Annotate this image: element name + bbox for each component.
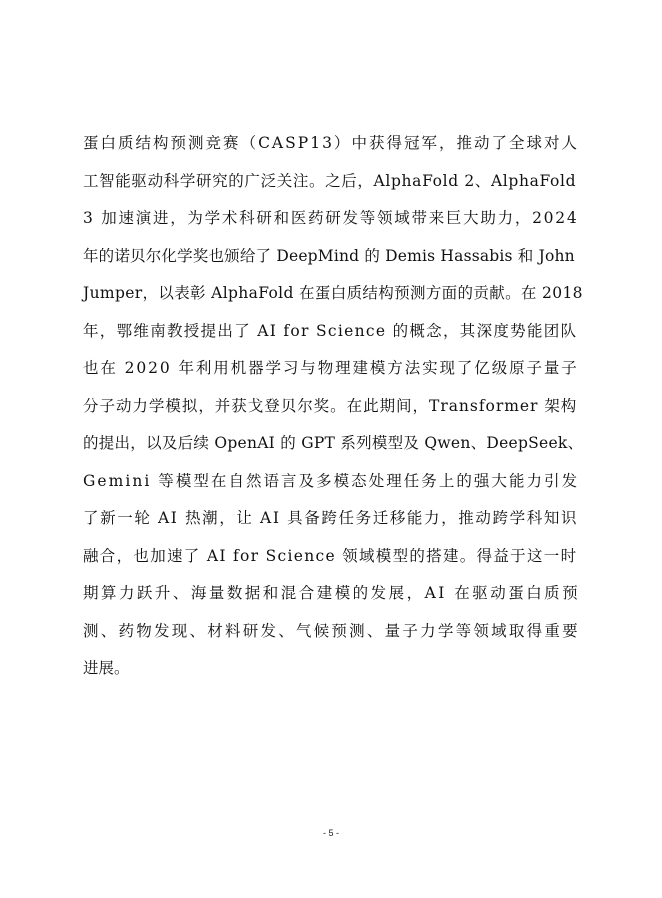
text-line <box>83 392 583 430</box>
text-line <box>83 542 583 580</box>
text-line-content: Jumper，以表彰 AlphaFold 在蛋白质结构预测方面的贡献。在 2018 <box>83 284 583 302</box>
text-line <box>83 429 583 467</box>
text-line-content: 测、药物发现、材料研发、气候预测、量子力学等领域取得重要 <box>83 621 580 640</box>
text-line-content: 期算力跃升、海量数据和混合建模的发展，AI 在驱动蛋白质预 <box>83 584 581 602</box>
text-line <box>83 167 583 205</box>
text-line-content: 融合，也加速了 AI for Science 领域模型的搭建。得益于这一时 <box>83 546 578 565</box>
text-line-content: Gemini 等模型在自然语言及多模态处理任务上的强大能力引发 <box>83 471 580 490</box>
text-line <box>83 129 583 167</box>
body-paragraph <box>83 129 583 692</box>
text-line <box>83 579 583 617</box>
text-line <box>83 242 583 280</box>
text-line <box>83 654 583 692</box>
text-line-content: 进展。 <box>83 659 130 677</box>
text-line <box>83 204 583 242</box>
text-line <box>83 467 583 505</box>
text-line <box>83 504 583 542</box>
text-line-content: 也在 2020 年利用机器学习与物理建模方法实现了亿级原子量子 <box>83 359 579 377</box>
text-line <box>83 617 583 655</box>
text-line <box>83 279 583 317</box>
text-line <box>83 317 583 355</box>
text-line-content: 分子动力学模拟，并获戈登贝尔奖。在此期间，Transformer 架构 <box>83 396 578 415</box>
text-line-content: 年，鄂维南教授提出了 AI for Science 的概念，其深度势能团队 <box>83 321 578 340</box>
text-line-content: 了新一轮 AI 热潮，让 AI 具备跨任务迁移能力，推动跨学科知识 <box>83 509 579 527</box>
text-line-content: 蛋白质结构预测竞赛（CASP13）中获得冠军，推动了全球对人 <box>83 134 580 152</box>
text-line <box>83 354 583 392</box>
page-number: - 5 - <box>322 828 339 838</box>
text-line-content: 的提出，以及后续 OpenAI 的 GPT 系列模型及 Qwen、DeepSeek、 <box>83 434 584 452</box>
text-line-content: 工智能驱动科学研究的广泛关注。之后，AlphaFold 2、AlphaFold <box>83 171 577 190</box>
text-line-content: 年的诺贝尔化学奖也颁给了 DeepMind 的 Demis Hassabis 和 John <box>83 246 575 265</box>
text-line-content: 3 加速演进，为学术科研和医药研发等领域带来巨大助力，2024 <box>83 209 579 227</box>
